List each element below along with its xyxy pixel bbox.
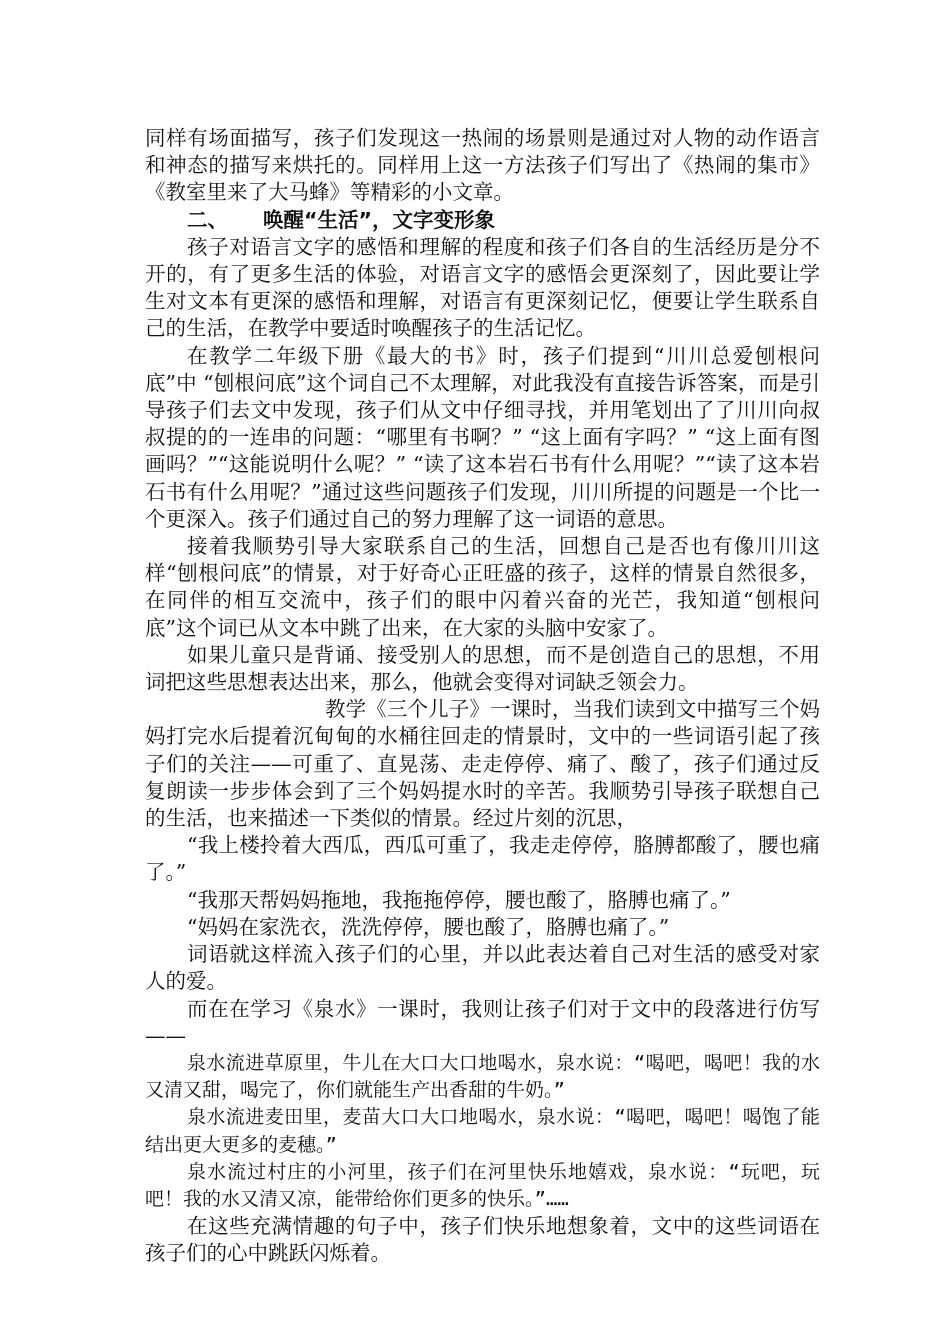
paragraph-words-flow: 词语就这样流入孩子们的心里，并以此表达着自己对生活的感受对家人的爱。 xyxy=(145,942,820,994)
section-heading xyxy=(145,207,820,234)
paragraph-life-experience: 孩子对语言文字的感悟和理解的程度和孩子们各自的生活经历是分不开的，有了更多生活的体验，对语言文字的感悟会更深刻了，因此要让学生对文本有更深的感悟和理解，对语言有更深刻记忆，便要让学生联系自己的生活，在教学中要适时唤醒孩子的生活记忆。 xyxy=(145,234,820,341)
paragraph-imitation-village: 泉水流过村庄的小河里，孩子们在河里快乐地嬉戏，泉水说：“玩吧，玩吧！我的水又清又凉，能带给你们更多的快乐。”…… xyxy=(145,1160,820,1210)
paragraph-example-mopping: “我那天帮妈妈拖地，我拖拖停停，腰也酸了，胳膊也痛了。” xyxy=(187,887,731,912)
heading-title: 唤醒“生活”，文字变形象 xyxy=(263,207,495,232)
paragraph-biggest-book: 在教学二年级下册《最大的书》时，孩子们提到“川川总爱刨根问底”中 “刨根问底”这个词自己不太理解，对此我没有直接告诉答案，而是引导孩子们去文中发现，孩子们从文中仔细寻找，并用笔划出了了川川向叔叔提的的一连串的问题：“哪里有书啊？” “这上面有字吗？” “这上面有图画吗？”“这能说明什么呢？” “读了这本岩石书有什么用呢？”“读了这本岩石书有什么用呢？”通过这些问题孩子们发现，川川所提的问题是一个比一个更深入。孩子们通过自己的努力理解了这一词语的意思。 xyxy=(145,343,820,531)
paragraph-imitation-wheatfield: 泉水流进麦田里，麦苗大口大口地喝水，泉水说：“喝吧，喝吧！喝饱了能结出更大更多的麦穗。” xyxy=(145,1106,820,1156)
paragraph-imitation-grassland: 泉水流进草原里，牛儿在大口大口地喝水，泉水说：“喝吧，喝吧！我的水又清又甜，喝完了，你们就能生产出香甜的牛奶。” xyxy=(145,1051,820,1102)
paragraph-example-washing: “妈妈在家洗衣，洗洗停停，腰也酸了，胳膊也痛了。” xyxy=(187,914,670,939)
document-page xyxy=(145,125,820,1268)
paragraph-three-sons: 教学《三个儿子》一课时，当我们读到文中描写三个妈妈打完水后提着沉甸甸的水桶往回走的情景时，文中的一些词语引起了孩子们的关注——可重了、直晃荡、走走停停、痛了、酸了，孩子们通过反复朗读一步步体会到了三个妈妈提水时的辛苦。我顺势引导孩子联想自己的生活，也来描述一下类似的情景。经过片刻的沉思， xyxy=(145,697,820,831)
heading-number: 二、 xyxy=(187,207,228,232)
paragraph-example-watermelon: “我上楼拎着大西瓜，西瓜可重了，我走走停停，胳膊都酸了，腰也痛了。” xyxy=(145,833,820,885)
paragraph-quote-thoughts: 如果儿童只是背诵、接受别人的思想，而不是创造自己的思想，不用词把这些思想表达出来，那么，他就会变得对词缺乏领会力。 xyxy=(145,642,820,695)
paragraph-spring-water: 而在在学习《泉水》一课时，我则让孩子们对于文中的段落进行仿写—— xyxy=(145,996,820,1048)
paragraph-intro: 同样有场面描写，孩子们发现这一热闹的场景则是通过对人物的动作语言和神态的描写来烘托的。同样用上这一方法孩子们写出了《热闹的集市》《教室里来了大马蜂》等精彩的小文章。 xyxy=(145,126,820,205)
paragraph-conclusion: 在这些充满情趣的句子中，孩子们快乐地想象着，文中的这些词语在孩子们的心中跳跃闪烁着。 xyxy=(145,1214,820,1266)
paragraph-get-to-bottom: 接着我顺势引导大家联系自己的生活，回想自己是否也有像川川这样“刨根问底”的情景，对于好奇心正旺盛的孩子，这样的情景自然很多，在同伴的相互交流中，孩子们的眼中闪着兴奋的光芒，我知道“刨根问底”这个词已从文本中跳了出来，在大家的头脑中安家了。 xyxy=(145,534,820,640)
